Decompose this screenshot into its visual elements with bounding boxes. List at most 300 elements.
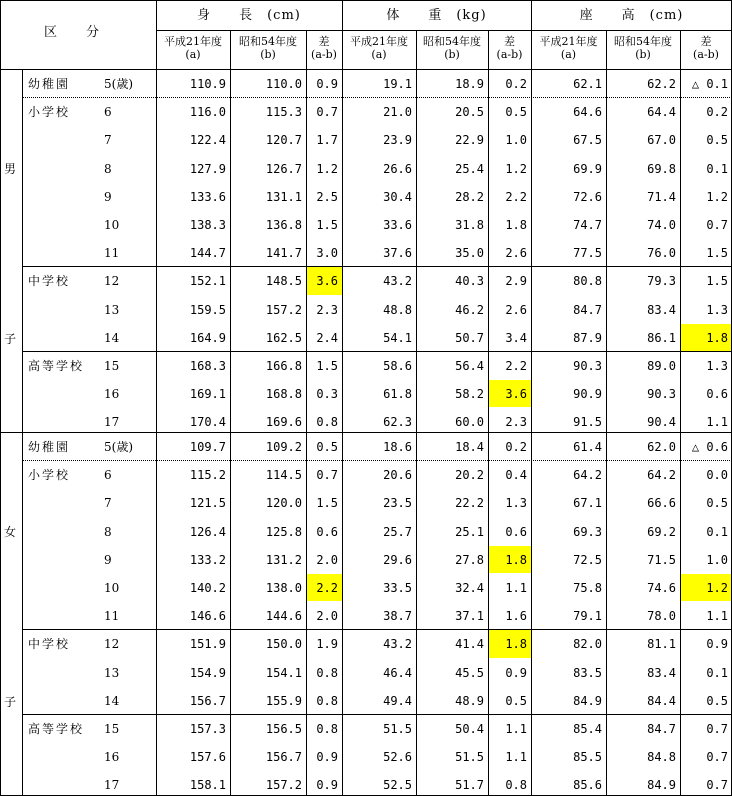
grid-line	[156, 30, 732, 31]
value-cell: 80.8	[573, 274, 602, 289]
header-subcol: 昭和54年度 (b)	[239, 35, 297, 61]
value-cell: 0.1	[706, 524, 728, 539]
value-cell: 35.0	[455, 246, 484, 261]
value-cell: 19.1	[383, 77, 412, 91]
value-cell: 90.3	[573, 359, 602, 373]
school-level: 小学校	[28, 468, 71, 483]
value-cell: 0.1	[706, 161, 728, 176]
grid-line	[680, 30, 681, 796]
gender-label-top: 女	[4, 525, 17, 539]
value-cell: 23.9	[383, 133, 412, 148]
school-level: 高等学校	[28, 722, 85, 736]
value-cell: 18.4	[455, 440, 484, 454]
school-level: 幼稚園	[28, 77, 71, 91]
value-cell: 1.8	[505, 552, 527, 567]
value-cell: 109.2	[265, 440, 302, 454]
grid-line	[156, 0, 157, 796]
age-label: 12	[104, 274, 120, 289]
value-cell: 48.9	[455, 693, 484, 708]
value-cell: 0.9	[706, 637, 728, 652]
value-cell: 51.5	[455, 750, 484, 765]
value-cell: 148.5	[265, 274, 302, 289]
value-cell: 133.6	[189, 189, 226, 204]
value-cell: 26.6	[383, 161, 412, 176]
value-cell: 67.1	[573, 496, 602, 511]
value-cell: 83.5	[573, 665, 602, 680]
value-cell: 1.0	[505, 133, 527, 148]
value-cell: 72.5	[573, 552, 602, 567]
value-cell: 0.5	[505, 693, 527, 708]
age-label: 9	[104, 189, 112, 204]
header-category: 区 分	[43, 25, 100, 40]
grid-line	[22, 714, 732, 715]
value-cell: 1.8	[706, 330, 728, 345]
value-cell: 79.1	[573, 609, 602, 624]
value-cell: 1.2	[316, 161, 338, 176]
value-cell: 23.5	[383, 496, 412, 511]
value-cell: 3.0	[316, 246, 338, 261]
value-cell: 115.2	[189, 468, 226, 483]
value-cell: 83.4	[647, 302, 676, 317]
value-cell: 157.3	[189, 722, 226, 736]
age-label: 17	[104, 778, 120, 793]
value-cell: 1.0	[706, 552, 728, 567]
school-level: 高等学校	[28, 359, 85, 373]
header-group-title: 座 高 (cm)	[579, 8, 684, 23]
value-cell: 0.3	[316, 387, 338, 402]
value-cell: 2.6	[505, 302, 527, 317]
value-cell: 87.9	[573, 330, 602, 345]
age-label: 9	[104, 552, 112, 567]
value-cell: 2.3	[316, 302, 338, 317]
value-cell: 1.5	[316, 496, 338, 511]
age-label: 5(歳)	[104, 440, 133, 454]
age-label: 8	[104, 161, 112, 176]
value-cell: 69.9	[573, 161, 602, 176]
value-cell: 0.2	[706, 105, 728, 120]
value-cell: 1.1	[505, 581, 527, 595]
value-cell: 27.8	[455, 552, 484, 567]
value-cell: 20.2	[455, 468, 484, 483]
value-cell: 152.1	[189, 274, 226, 289]
grid-line	[416, 30, 417, 796]
grid-line	[22, 351, 732, 352]
value-cell: 69.8	[647, 161, 676, 176]
value-cell: 0.7	[706, 778, 728, 793]
value-cell: 1.1	[706, 609, 728, 624]
value-cell: 2.2	[505, 189, 527, 204]
value-cell: 120.7	[265, 133, 302, 148]
value-cell: 1.5	[706, 274, 728, 289]
value-cell: 37.1	[455, 609, 484, 624]
value-cell: 126.4	[189, 524, 226, 539]
value-cell: 168.8	[265, 387, 302, 402]
value-cell: 114.5	[265, 468, 302, 483]
value-cell: 20.5	[455, 105, 484, 120]
value-cell: 3.6	[316, 274, 338, 289]
value-cell: 22.2	[455, 496, 484, 511]
grid-line	[606, 30, 607, 796]
value-cell: 46.2	[455, 302, 484, 317]
value-cell: 90.3	[647, 387, 676, 402]
value-cell: 0.7	[316, 468, 338, 483]
value-cell: 156.7	[265, 750, 302, 765]
value-cell: 121.5	[189, 496, 226, 511]
header-group-title: 身 長 (cm)	[197, 8, 301, 23]
value-cell: 25.4	[455, 161, 484, 176]
value-cell: 127.9	[189, 161, 226, 176]
age-label: 11	[104, 246, 120, 261]
age-label: 7	[104, 133, 112, 148]
value-cell: 2.4	[316, 330, 338, 345]
grid-line	[0, 69, 732, 70]
value-cell: 50.7	[455, 330, 484, 345]
value-cell: 32.4	[455, 581, 484, 595]
value-cell: 3.4	[505, 330, 527, 345]
value-cell: 109.7	[189, 440, 226, 454]
row-separator-dotted	[22, 97, 732, 98]
grid-line	[0, 0, 732, 1]
age-label: 6	[104, 105, 112, 120]
header-subcol: 昭和54年度 (b)	[423, 35, 481, 61]
value-cell: 78.0	[647, 609, 676, 624]
value-cell: 157.2	[265, 302, 302, 317]
value-cell: 74.7	[573, 218, 602, 232]
gender-label-bottom: 子	[4, 695, 17, 709]
value-cell: 90.4	[647, 415, 676, 430]
value-cell: 62.1	[573, 77, 602, 91]
value-cell: 84.8	[647, 750, 676, 765]
value-cell: 125.8	[265, 524, 302, 539]
value-cell: 86.1	[647, 330, 676, 345]
value-cell: 43.2	[383, 637, 412, 652]
value-cell: 69.2	[647, 524, 676, 539]
value-cell: 0.2	[505, 440, 527, 454]
age-label: 5(歳)	[104, 77, 133, 91]
school-level: 中学校	[28, 274, 71, 289]
age-label: 17	[104, 415, 120, 430]
grid-line	[0, 0, 1, 796]
value-cell: 1.1	[706, 415, 728, 430]
value-cell: 25.1	[455, 524, 484, 539]
value-cell: 0.8	[505, 778, 527, 793]
value-cell: 169.1	[189, 387, 226, 402]
age-label: 15	[104, 359, 120, 373]
value-cell: 74.6	[647, 581, 676, 595]
value-cell: 84.7	[573, 302, 602, 317]
value-cell: 2.0	[316, 609, 338, 624]
value-cell: 122.4	[189, 133, 226, 148]
value-cell: 1.2	[505, 161, 527, 176]
value-cell: 0.7	[316, 105, 338, 120]
value-cell: 155.9	[265, 693, 302, 708]
value-cell: 50.4	[455, 722, 484, 736]
school-level: 中学校	[28, 637, 71, 652]
value-cell: 0.6	[706, 387, 728, 402]
value-cell: 51.5	[383, 722, 412, 736]
grid-line	[306, 30, 307, 796]
value-cell: 110.0	[265, 77, 302, 91]
value-cell: 1.6	[505, 609, 527, 624]
value-cell: 83.4	[647, 665, 676, 680]
grid-line	[531, 0, 532, 796]
value-cell: 0.1	[706, 665, 728, 680]
value-cell: 136.8	[265, 218, 302, 232]
header-subcol: 平成21年度 (a)	[539, 35, 598, 61]
value-cell: 2.0	[316, 552, 338, 567]
value-cell: 0.6	[316, 524, 338, 539]
age-label: 13	[104, 665, 120, 680]
value-cell: 85.4	[573, 722, 602, 736]
value-cell: 49.4	[383, 693, 412, 708]
header-group-title: 体 重 (kg)	[386, 8, 487, 23]
value-cell: 0.5	[706, 133, 728, 148]
value-cell: 84.7	[647, 722, 676, 736]
value-cell: 72.6	[573, 189, 602, 204]
value-cell: 162.5	[265, 330, 302, 345]
age-label: 12	[104, 637, 120, 652]
value-cell: 85.6	[573, 778, 602, 793]
value-cell: 157.6	[189, 750, 226, 765]
value-cell: 0.4	[505, 468, 527, 483]
value-cell: 170.4	[189, 415, 226, 430]
value-cell: 62.0	[647, 440, 676, 454]
grid-line	[230, 30, 231, 796]
value-cell: 29.6	[383, 552, 412, 567]
value-cell: 0.5	[316, 440, 338, 454]
value-cell: 0.8	[316, 665, 338, 680]
value-cell: 1.8	[505, 218, 527, 232]
value-cell: 33.6	[383, 218, 412, 232]
value-cell: 144.6	[265, 609, 302, 624]
value-cell: 2.3	[505, 415, 527, 430]
value-cell: 46.4	[383, 665, 412, 680]
value-cell: 38.7	[383, 609, 412, 624]
value-cell: 52.5	[383, 778, 412, 793]
value-cell: 131.2	[265, 552, 302, 567]
value-cell: 1.7	[316, 133, 338, 148]
value-cell: 115.3	[265, 105, 302, 120]
value-cell: 18.9	[455, 77, 484, 91]
value-cell: 169.6	[265, 415, 302, 430]
header-subcol: 平成21年度 (a)	[164, 35, 222, 61]
age-label: 11	[104, 609, 120, 624]
gender-label-top: 男	[4, 162, 17, 176]
value-cell: 0.9	[316, 750, 338, 765]
age-label: 13	[104, 302, 120, 317]
value-cell: 110.9	[189, 77, 226, 91]
value-cell: 69.3	[573, 524, 602, 539]
value-cell: 1.5	[316, 218, 338, 232]
age-label: 16	[104, 750, 120, 765]
gender-label-bottom: 子	[4, 332, 17, 346]
value-cell: 2.2	[316, 581, 338, 595]
value-cell: 0.5	[706, 496, 728, 511]
value-cell: 3.6	[505, 387, 527, 402]
value-cell: 41.4	[455, 637, 484, 652]
grid-line	[342, 0, 343, 796]
value-cell: 120.0	[265, 496, 302, 511]
value-cell: 56.4	[455, 359, 484, 373]
value-cell: 75.8	[573, 581, 602, 595]
value-cell: 89.0	[647, 359, 676, 373]
value-cell: 0.9	[316, 77, 338, 91]
school-level: 小学校	[28, 105, 71, 120]
value-cell: 131.1	[265, 189, 302, 204]
value-cell: 52.6	[383, 750, 412, 765]
value-cell: 0.7	[706, 722, 728, 736]
value-cell: 74.0	[647, 218, 676, 232]
value-cell: 0.6	[505, 524, 527, 539]
value-cell: 156.5	[265, 722, 302, 736]
value-cell: 79.3	[647, 274, 676, 289]
value-cell: 81.1	[647, 637, 676, 652]
value-cell: 164.9	[189, 330, 226, 345]
school-level: 幼稚園	[28, 440, 71, 454]
value-cell: 60.0	[455, 415, 484, 430]
value-cell: 154.9	[189, 665, 226, 680]
value-cell: 0.8	[316, 415, 338, 430]
value-cell: 61.8	[383, 387, 412, 402]
value-cell: 141.7	[265, 246, 302, 261]
header-subcol: 平成21年度 (a)	[350, 35, 408, 61]
value-cell: 84.4	[647, 693, 676, 708]
value-cell: 21.0	[383, 105, 412, 120]
value-cell: 58.2	[455, 387, 484, 402]
value-cell: △ 0.1	[691, 77, 728, 91]
grid-line	[22, 266, 732, 267]
value-cell: 18.6	[383, 440, 412, 454]
value-cell: 64.6	[573, 105, 602, 120]
value-cell: 0.9	[316, 778, 338, 793]
grid-line	[22, 69, 23, 796]
value-cell: 30.4	[383, 189, 412, 204]
value-cell: 1.3	[706, 302, 728, 317]
value-cell: 71.4	[647, 189, 676, 204]
value-cell: 144.7	[189, 246, 226, 261]
value-cell: 85.5	[573, 750, 602, 765]
grid-line	[0, 432, 732, 433]
value-cell: 133.2	[189, 552, 226, 567]
value-cell: 62.2	[647, 77, 676, 91]
value-cell: 84.9	[573, 693, 602, 708]
header-subcol: 差 (a-b)	[693, 35, 719, 61]
value-cell: 54.1	[383, 330, 412, 345]
value-cell: 22.9	[455, 133, 484, 148]
value-cell: 1.5	[706, 246, 728, 261]
value-cell: 76.0	[647, 246, 676, 261]
value-cell: 0.8	[316, 693, 338, 708]
age-label: 10	[104, 218, 120, 232]
value-cell: 1.1	[505, 722, 527, 736]
value-cell: 151.9	[189, 637, 226, 652]
age-label: 6	[104, 468, 112, 483]
value-cell: 64.4	[647, 105, 676, 120]
value-cell: 51.7	[455, 778, 484, 793]
value-cell: 146.6	[189, 609, 226, 624]
value-cell: 20.6	[383, 468, 412, 483]
age-label: 16	[104, 387, 120, 402]
value-cell: 1.5	[316, 359, 338, 373]
value-cell: 0.5	[505, 105, 527, 120]
age-label: 7	[104, 496, 112, 511]
value-cell: 1.9	[316, 637, 338, 652]
header-subcol: 差 (a-b)	[311, 35, 337, 61]
value-cell: 0.9	[505, 665, 527, 680]
value-cell: 31.8	[455, 218, 484, 232]
row-separator-dotted	[22, 460, 732, 461]
value-cell: 91.5	[573, 415, 602, 430]
value-cell: 116.0	[189, 105, 226, 120]
value-cell: 0.8	[316, 722, 338, 736]
value-cell: 1.2	[706, 581, 728, 595]
value-cell: 82.0	[573, 637, 602, 652]
value-cell: 43.2	[383, 274, 412, 289]
value-cell: 2.2	[505, 359, 527, 373]
value-cell: 40.3	[455, 274, 484, 289]
value-cell: 64.2	[573, 468, 602, 483]
header-subcol: 差 (a-b)	[496, 35, 523, 61]
value-cell: 61.4	[573, 440, 602, 454]
value-cell: 138.0	[265, 581, 302, 595]
value-cell: 37.6	[383, 246, 412, 261]
value-cell: 90.9	[573, 387, 602, 402]
value-cell: 2.9	[505, 274, 527, 289]
grid-line	[488, 30, 489, 796]
age-label: 10	[104, 581, 120, 595]
value-cell: 62.3	[383, 415, 412, 430]
value-cell: 154.1	[265, 665, 302, 680]
value-cell: 77.5	[573, 246, 602, 261]
value-cell: 48.8	[383, 302, 412, 317]
value-cell: 157.2	[265, 778, 302, 793]
value-cell: 166.8	[265, 359, 302, 373]
value-cell: 1.1	[505, 750, 527, 765]
value-cell: 28.2	[455, 189, 484, 204]
value-cell: 1.8	[505, 637, 527, 652]
value-cell: 0.7	[706, 750, 728, 765]
value-cell: 66.6	[647, 496, 676, 511]
value-cell: △ 0.6	[691, 440, 728, 454]
age-label: 14	[104, 693, 120, 708]
value-cell: 64.2	[647, 468, 676, 483]
value-cell: 84.9	[647, 778, 676, 793]
value-cell: 45.5	[455, 665, 484, 680]
value-cell: 25.7	[383, 524, 412, 539]
value-cell: 126.7	[265, 161, 302, 176]
value-cell: 67.0	[647, 133, 676, 148]
age-label: 15	[104, 722, 120, 736]
value-cell: 1.3	[505, 496, 527, 511]
value-cell: 0.2	[505, 77, 527, 91]
value-cell: 2.5	[316, 189, 338, 204]
value-cell: 33.5	[383, 581, 412, 595]
value-cell: 58.6	[383, 359, 412, 373]
value-cell: 156.7	[189, 693, 226, 708]
value-cell: 0.5	[706, 693, 728, 708]
value-cell: 168.3	[189, 359, 226, 373]
value-cell: 1.3	[706, 359, 728, 373]
value-cell: 150.0	[265, 637, 302, 652]
grid-line	[22, 629, 732, 630]
value-cell: 138.3	[189, 218, 226, 232]
value-cell: 71.5	[647, 552, 676, 567]
value-cell: 140.2	[189, 581, 226, 595]
value-cell: 1.2	[706, 189, 728, 204]
value-cell: 0.0	[706, 468, 728, 483]
age-label: 14	[104, 330, 120, 345]
value-cell: 159.5	[189, 302, 226, 317]
